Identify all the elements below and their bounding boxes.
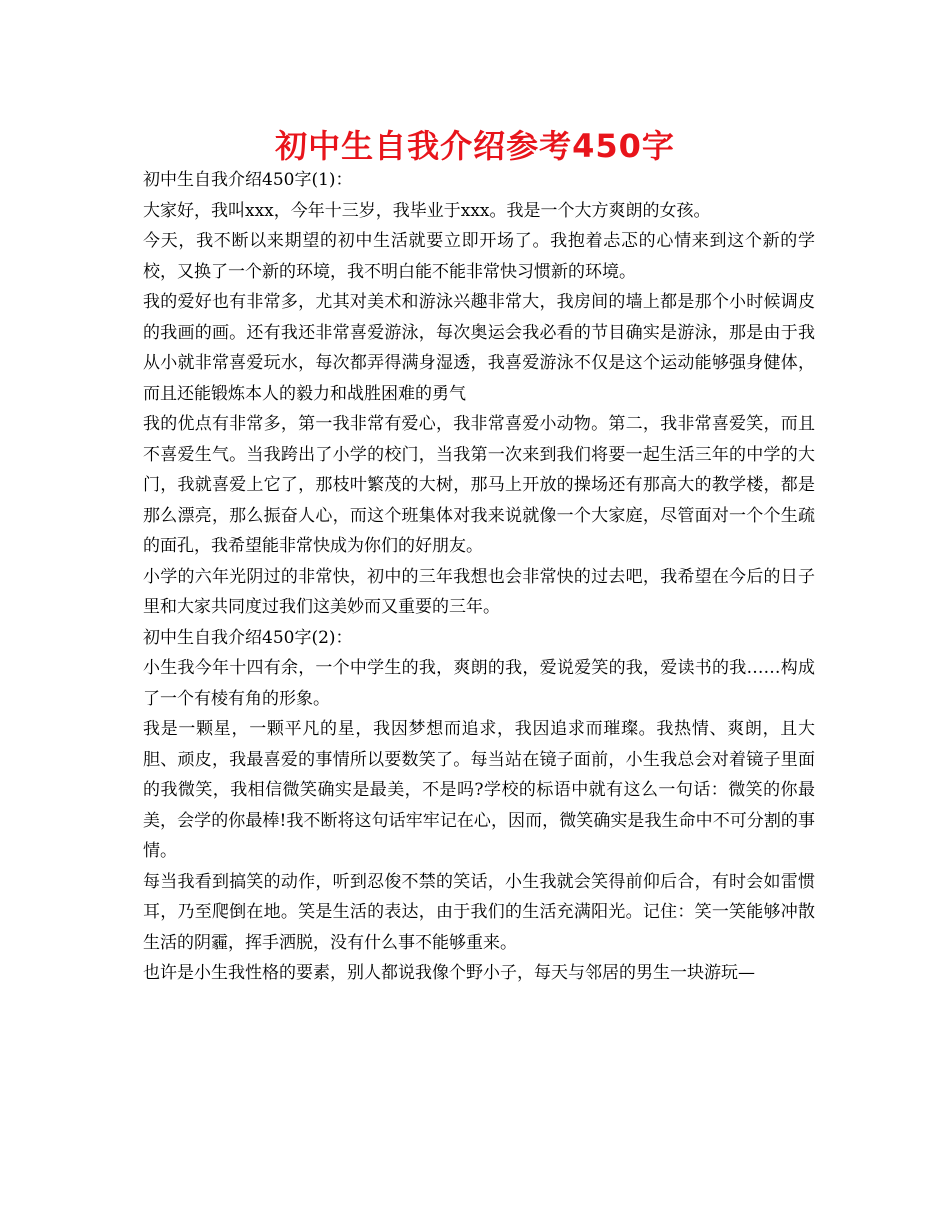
document-body — [143, 165, 815, 989]
paragraph: 大家好，我叫xxx，今年十三岁，我毕业于xxx。我是一个大方爽朗的女孩。 — [143, 200, 711, 221]
section-heading-2: 初中生自我介绍450字(2)： — [143, 627, 353, 648]
paragraph: 每当我看到搞笑的动作，听到忍俊不禁的笑话，小生我就会笑得前仰后合，有时会如雷惯耳，乃至爬倒在地。笑是生活的表达，由于我们的生活充满阳光。记住：笑一笑能够冲散生活的阴霾，挥手洒脱，没有什么事不能够重来。 — [143, 871, 815, 953]
section-heading-1: 初中生自我介绍450字(1)： — [143, 170, 353, 190]
document-title: 初中生自我介绍参考450字 — [275, 127, 675, 165]
paragraph: 也许是小生我性格的要素，别人都说我像个野小子，每天与邻居的男生一块游玩— — [143, 963, 755, 983]
paragraph: 我的优点有非常多，第一我非常有爱心，我非常喜爱小动物。第二，我非常喜爱笑，而且不喜爱生气。当我跨出了小学的校门，当我第一次来到我们将要一起生活三年的中学的大门，我就喜爱上它了，那枝叶繁茂的大树，那马上开放的操场还有那高大的教学楼，都是那么漂亮，那么振奋人心，而这个班集体对我来说就像一个大家庭，尽管面对一个个生疏的面孔，我希望能非常快成为你们的好朋友。 — [143, 414, 815, 556]
paragraph: 小学的六年光阴过的非常快，初中的三年我想也会非常快的过去吧，我希望在今后的日子里和大家共同度过我们这美妙而又重要的三年。 — [143, 566, 815, 617]
paragraph: 我的爱好也有非常多，尤其对美术和游泳兴趣非常大，我房间的墙上都是那个小时候调皮的我画的画。还有我还非常喜爱游泳，每次奥运会我必看的节目确实是游泳，那是由于我从小就非常喜爱玩水，每次都弄得满身湿透，我喜爱游泳不仅是这个运动能够强身健体，而且还能锻炼本人的毅力和战胜困难的勇气 — [143, 292, 815, 404]
paragraph: 小生我今年十四有余，一个中学生的我，爽朗的我，爱说爱笑的我，爱读书的我……构成了一个有棱有角的形象。 — [143, 658, 815, 709]
paragraph: 今天，我不断以来期望的初中生活就要立即开场了。我抱着忐忑的心情来到这个新的学校，又换了一个新的环境，我不明白能不能非常快习惯新的环境。 — [143, 231, 815, 282]
paragraph: 我是一颗星，一颗平凡的星，我因梦想而追求，我因追求而璀璨。我热情、爽朗，且大胆、顽皮，我最喜爱的事情所以要数笑了。每当站在镜子面前，小生我总会对着镜子里面的我微笑，我相信微笑确实是最美，不是吗?学校的标语中就有这么一句话：微笑的你最美，会学的你最棒!我不断将这句话牢牢记在心，因而，微笑确实是我生命中不可分割的事情。 — [143, 719, 815, 861]
